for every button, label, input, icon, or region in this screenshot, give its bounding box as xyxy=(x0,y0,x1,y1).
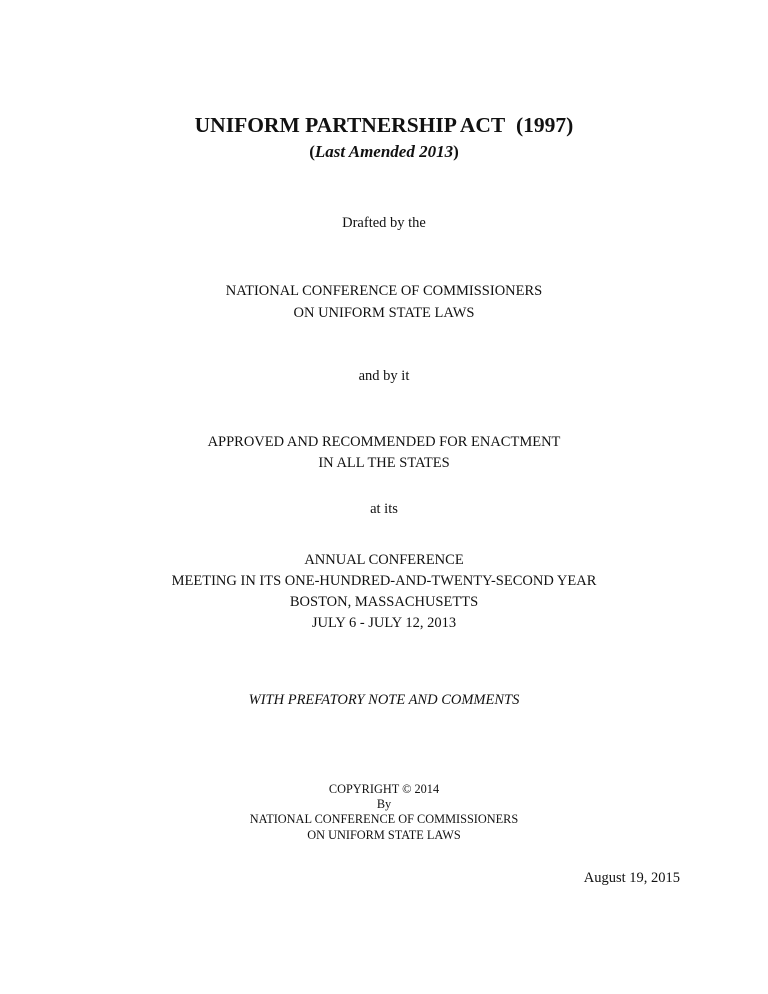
copyright-by-line: By xyxy=(376,797,392,812)
drafting-organization-line1: NATIONAL CONFERENCE OF COMMISSIONERS xyxy=(225,283,543,299)
title-block xyxy=(0,112,768,164)
document-title: UNIFORM PARTNERSHIP ACT (1997) xyxy=(194,113,574,137)
copyright-organization-line2: ON UNIFORM STATE LAWS xyxy=(307,827,461,842)
revision-date-text: August 19, 2015 xyxy=(583,870,680,886)
drafted-by-line xyxy=(0,213,768,233)
drafting-organization xyxy=(0,280,768,324)
copyright-line: COPYRIGHT © 2014 xyxy=(328,782,440,796)
drafted-by-text: Drafted by the xyxy=(342,215,426,231)
subtitle-text: Last Amended 2013 xyxy=(314,142,454,161)
prefatory-note-line xyxy=(0,690,768,710)
approval-statement-line2: IN ALL THE STATES xyxy=(318,455,450,471)
conference-name: ANNUAL CONFERENCE xyxy=(304,552,464,568)
copyright-notice xyxy=(0,782,768,843)
subtitle-open-paren: ( xyxy=(309,142,315,161)
at-its-text: at its xyxy=(370,501,398,517)
approval-statement-line1: APPROVED AND RECOMMENDED FOR ENACTMENT xyxy=(207,434,561,450)
prefatory-note-text: WITH PREFATORY NOTE AND COMMENTS xyxy=(248,692,520,708)
at-its-line xyxy=(0,499,768,519)
subtitle-close-paren: ) xyxy=(453,142,459,161)
conference-details xyxy=(0,550,768,634)
conference-dates: JULY 6 - JULY 12, 2013 xyxy=(311,615,457,631)
and-by-it-text: and by it xyxy=(358,368,410,384)
drafting-organization-line2: ON UNIFORM STATE LAWS xyxy=(293,305,475,321)
conference-meeting-year: MEETING IN ITS ONE-HUNDRED-AND-TWENTY-SECOND YEAR xyxy=(171,573,597,589)
approval-statement xyxy=(0,432,768,474)
revision-date xyxy=(584,868,680,888)
copyright-organization-line1: NATIONAL CONFERENCE OF COMMISSIONERS xyxy=(249,812,519,827)
conference-location: BOSTON, MASSACHUSETTS xyxy=(289,594,479,610)
and-by-it-line xyxy=(0,366,768,386)
document-subtitle xyxy=(0,139,768,164)
